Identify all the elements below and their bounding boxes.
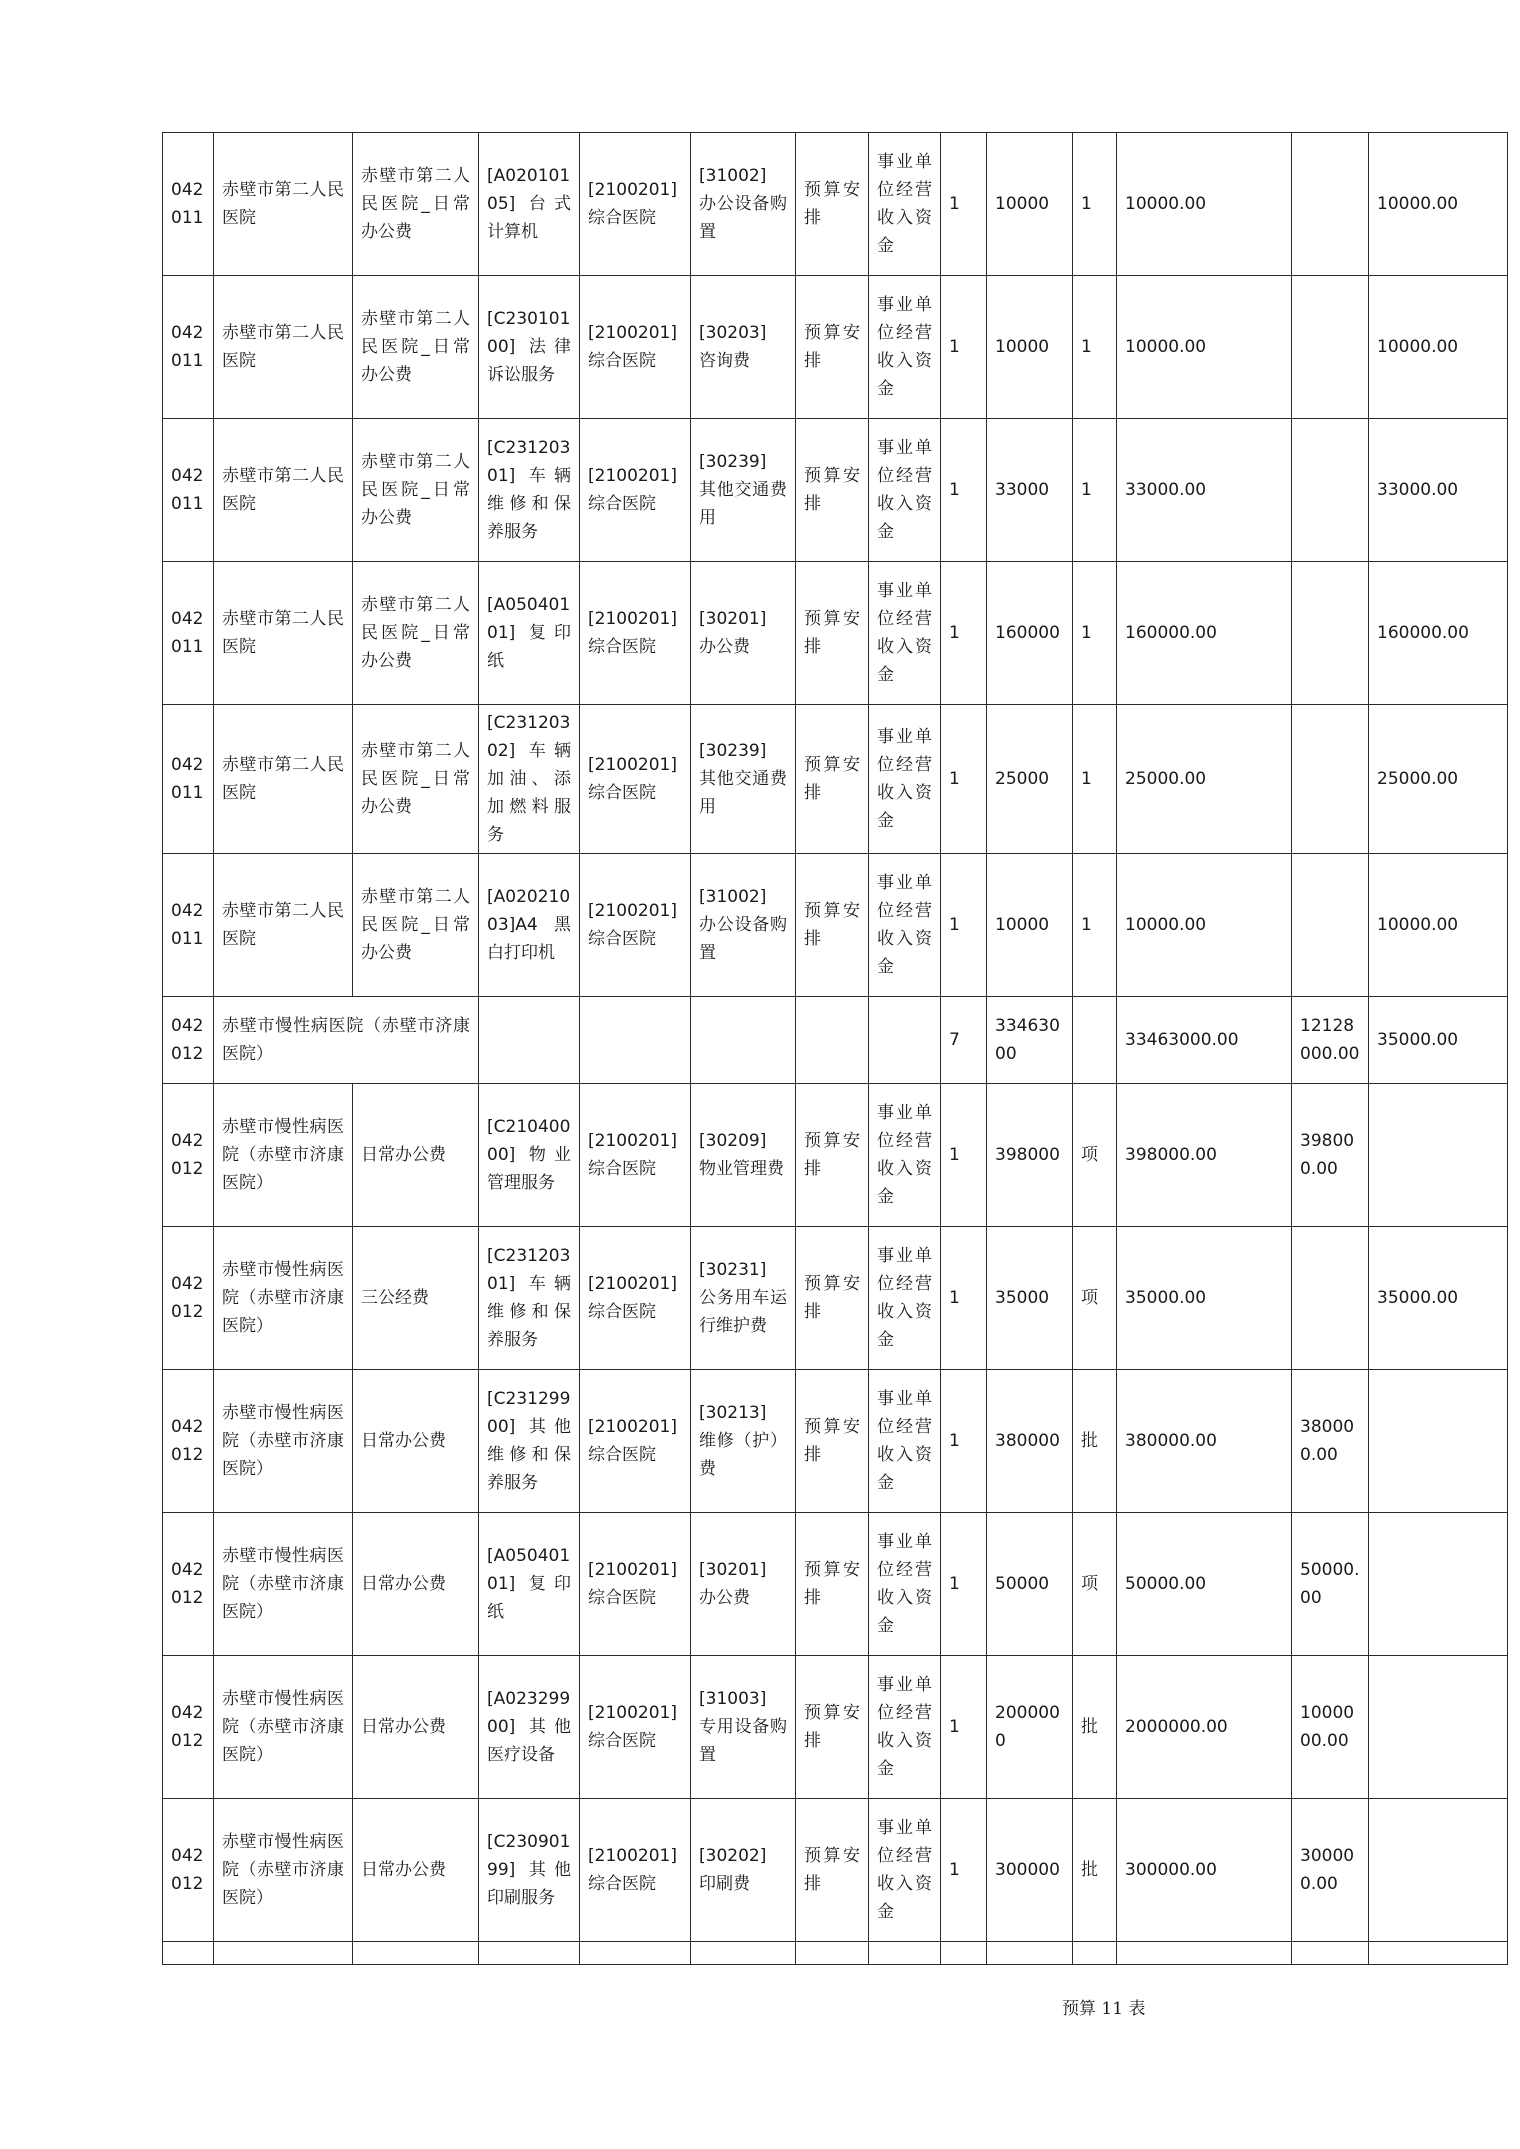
procurement-item-cell: [C23120301] 车辆维修和保养服务 (479, 419, 580, 562)
unit-name-cell: 赤壁市慢性病医院（赤壁市济康医院） (214, 997, 479, 1084)
quantity-cell: 1 (941, 854, 987, 997)
unit-name-cell: 赤壁市慢性病医院（赤壁市济康医院） (214, 1656, 353, 1799)
unit-code-cell: 042011 (163, 276, 214, 419)
amount-cell-1: 380000.00 (1292, 1370, 1369, 1513)
price-cell: 33463000 (987, 997, 1073, 1084)
empty-cell (479, 1942, 580, 1965)
procurement-item-cell: [C23120301] 车辆维修和保养服务 (479, 1227, 580, 1370)
measure-cell: 项 (1073, 1513, 1117, 1656)
amount-cell-1: 398000.00 (1292, 1084, 1369, 1227)
procurement-item-cell: [A05040101] 复印纸 (479, 562, 580, 705)
budget-method-cell: 预算安排 (796, 1370, 869, 1513)
unit-name-cell: 赤壁市慢性病医院（赤壁市济康医院） (214, 1513, 353, 1656)
quantity-cell: 1 (941, 562, 987, 705)
table-row (163, 1227, 1508, 1370)
measure-cell: 项 (1073, 1084, 1117, 1227)
empty-cell (214, 1942, 353, 1965)
budget-method-cell: 预算安排 (796, 1513, 869, 1656)
table-row (163, 276, 1508, 419)
measure-cell: 项 (1073, 1227, 1117, 1370)
economic-class-cell: [30239] 其他交通费用 (691, 705, 796, 854)
procurement-item-cell: [A02329900] 其他医疗设备 (479, 1656, 580, 1799)
price-cell: 33000 (987, 419, 1073, 562)
economic-class-cell: [30231] 公务用车运行维护费 (691, 1227, 796, 1370)
amount-cell-2 (1369, 1656, 1508, 1799)
total-amount-cell: 33000.00 (1117, 419, 1292, 562)
unit-code-cell: 042012 (163, 1656, 214, 1799)
total-amount-cell: 10000.00 (1117, 133, 1292, 276)
unit-name-cell: 赤壁市第二人民医院 (214, 562, 353, 705)
function-class-cell: [2100201] 综合医院 (580, 276, 691, 419)
fund-source-cell: 事业单位经营收入资金 (869, 1084, 941, 1227)
total-amount-cell: 10000.00 (1117, 276, 1292, 419)
empty-cell (987, 1942, 1073, 1965)
amount-cell-1: 300000.00 (1292, 1799, 1369, 1942)
table-row (163, 1513, 1508, 1656)
total-amount-cell: 380000.00 (1117, 1370, 1292, 1513)
economic-class-cell: [30239] 其他交通费用 (691, 419, 796, 562)
price-cell: 35000 (987, 1227, 1073, 1370)
quantity-cell: 1 (941, 1084, 987, 1227)
empty-row (163, 1942, 1508, 1965)
unit-code-cell: 042012 (163, 1799, 214, 1942)
quantity-cell: 1 (941, 1513, 987, 1656)
unit-name-cell: 赤壁市第二人民医院 (214, 276, 353, 419)
amount-cell-2: 25000.00 (1369, 705, 1508, 854)
procurement-item-cell: [A02021003]A4 黑白打印机 (479, 854, 580, 997)
economic-class-cell: [31002] 办公设备购置 (691, 854, 796, 997)
empty-cell (479, 997, 580, 1084)
fund-source-cell: 事业单位经营收入资金 (869, 854, 941, 997)
fund-source-cell: 事业单位经营收入资金 (869, 1513, 941, 1656)
budget-method-cell: 预算安排 (796, 1799, 869, 1942)
table-body (163, 133, 1508, 1965)
unit-name-cell: 赤壁市第二人民医院 (214, 854, 353, 997)
amount-cell-1 (1292, 1227, 1369, 1370)
function-class-cell: [2100201] 综合医院 (580, 1799, 691, 1942)
amount-cell-1 (1292, 854, 1369, 997)
measure-cell: 1 (1073, 705, 1117, 854)
expense-category-cell: 赤壁市第二人民医院_日常办公费 (353, 133, 479, 276)
total-amount-cell: 300000.00 (1117, 1799, 1292, 1942)
amount-cell-1 (1292, 705, 1369, 854)
empty-cell (580, 997, 691, 1084)
measure-cell: 批 (1073, 1370, 1117, 1513)
empty-cell (941, 1942, 987, 1965)
fund-source-cell: 事业单位经营收入资金 (869, 562, 941, 705)
fund-source-cell: 事业单位经营收入资金 (869, 1227, 941, 1370)
measure-cell: 1 (1073, 419, 1117, 562)
table-row (163, 1084, 1508, 1227)
expense-category-cell: 赤壁市第二人民医院_日常办公费 (353, 562, 479, 705)
price-cell: 380000 (987, 1370, 1073, 1513)
function-class-cell: [2100201] 综合医院 (580, 133, 691, 276)
budget-method-cell: 预算安排 (796, 1084, 869, 1227)
function-class-cell: [2100201] 综合医院 (580, 1513, 691, 1656)
budget-method-cell: 预算安排 (796, 1227, 869, 1370)
amount-cell-2: 10000.00 (1369, 854, 1508, 997)
budget-table (162, 132, 1508, 1965)
quantity-cell: 1 (941, 419, 987, 562)
price-cell: 2000000 (987, 1656, 1073, 1799)
price-cell: 50000 (987, 1513, 1073, 1656)
procurement-item-cell: [A02010105] 台式计算机 (479, 133, 580, 276)
fund-source-cell: 事业单位经营收入资金 (869, 1799, 941, 1942)
table-row (163, 562, 1508, 705)
unit-name-cell: 赤壁市慢性病医院（赤壁市济康医院） (214, 1370, 353, 1513)
quantity-cell: 1 (941, 1370, 987, 1513)
quantity-cell: 1 (941, 1656, 987, 1799)
amount-cell-2 (1369, 1513, 1508, 1656)
fund-source-cell: 事业单位经营收入资金 (869, 419, 941, 562)
amount-cell-2 (1369, 1799, 1508, 1942)
procurement-item-cell: [C23090199] 其他印刷服务 (479, 1799, 580, 1942)
function-class-cell: [2100201] 综合医院 (580, 705, 691, 854)
function-class-cell: [2100201] 综合医院 (580, 1370, 691, 1513)
economic-class-cell: [30213] 维修（护）费 (691, 1370, 796, 1513)
total-amount-cell: 10000.00 (1117, 854, 1292, 997)
budget-method-cell: 预算安排 (796, 562, 869, 705)
function-class-cell: [2100201] 综合医院 (580, 1656, 691, 1799)
amount-cell-1 (1292, 276, 1369, 419)
unit-code-cell: 042012 (163, 1227, 214, 1370)
amount-cell-1 (1292, 133, 1369, 276)
economic-class-cell: [30203] 咨询费 (691, 276, 796, 419)
quantity-cell: 1 (941, 1227, 987, 1370)
expense-category-cell: 赤壁市第二人民医院_日常办公费 (353, 276, 479, 419)
total-amount-cell: 33463000.00 (1117, 997, 1292, 1084)
amount-cell-1 (1292, 419, 1369, 562)
expense-category-cell: 日常办公费 (353, 1656, 479, 1799)
measure-cell: 批 (1073, 1799, 1117, 1942)
price-cell: 300000 (987, 1799, 1073, 1942)
price-cell: 160000 (987, 562, 1073, 705)
amount-cell-1 (1292, 562, 1369, 705)
table-row (163, 705, 1508, 854)
table-row (163, 1656, 1508, 1799)
quantity-cell: 1 (941, 1799, 987, 1942)
function-class-cell: [2100201] 综合医院 (580, 1084, 691, 1227)
procurement-item-cell: [C23010100] 法律诉讼服务 (479, 276, 580, 419)
page-footer: 预算 11 表 (1062, 1999, 1146, 2019)
unit-code-cell: 042011 (163, 562, 214, 705)
quantity-cell: 1 (941, 705, 987, 854)
amount-cell-2: 35000.00 (1369, 1227, 1508, 1370)
expense-category-cell: 日常办公费 (353, 1513, 479, 1656)
empty-cell (163, 1942, 214, 1965)
amount-cell-1: 1000000.00 (1292, 1656, 1369, 1799)
function-class-cell: [2100201] 综合医院 (580, 562, 691, 705)
empty-cell (869, 997, 941, 1084)
procurement-item-cell: [C21040000] 物业管理服务 (479, 1084, 580, 1227)
total-amount-cell: 398000.00 (1117, 1084, 1292, 1227)
amount-cell-1: 50000.00 (1292, 1513, 1369, 1656)
amount-cell-2 (1369, 1084, 1508, 1227)
price-cell: 10000 (987, 276, 1073, 419)
expense-category-cell: 日常办公费 (353, 1370, 479, 1513)
measure-cell: 1 (1073, 562, 1117, 705)
unit-code-cell: 042011 (163, 854, 214, 997)
empty-cell (691, 1942, 796, 1965)
unit-name-cell: 赤壁市慢性病医院（赤壁市济康医院） (214, 1227, 353, 1370)
fund-source-cell: 事业单位经营收入资金 (869, 705, 941, 854)
total-amount-cell: 2000000.00 (1117, 1656, 1292, 1799)
table-row (163, 1370, 1508, 1513)
total-amount-cell: 50000.00 (1117, 1513, 1292, 1656)
table-row (163, 997, 1508, 1084)
empty-cell (353, 1942, 479, 1965)
measure-cell: 1 (1073, 276, 1117, 419)
fund-source-cell: 事业单位经营收入资金 (869, 133, 941, 276)
measure-cell: 1 (1073, 133, 1117, 276)
price-cell: 10000 (987, 133, 1073, 276)
quantity-cell: 7 (941, 997, 987, 1084)
economic-class-cell: [30202] 印刷费 (691, 1799, 796, 1942)
total-amount-cell: 35000.00 (1117, 1227, 1292, 1370)
expense-category-cell: 赤壁市第二人民医院_日常办公费 (353, 705, 479, 854)
amount-cell-2: 160000.00 (1369, 562, 1508, 705)
budget-method-cell: 预算安排 (796, 419, 869, 562)
price-cell: 25000 (987, 705, 1073, 854)
empty-cell (1292, 1942, 1369, 1965)
economic-class-cell: [30209] 物业管理费 (691, 1084, 796, 1227)
quantity-cell: 1 (941, 133, 987, 276)
economic-class-cell: [31002] 办公设备购置 (691, 133, 796, 276)
expense-category-cell: 日常办公费 (353, 1084, 479, 1227)
empty-cell (580, 1942, 691, 1965)
unit-code-cell: 042012 (163, 1084, 214, 1227)
amount-cell-2: 35000.00 (1369, 997, 1508, 1084)
unit-name-cell: 赤壁市第二人民医院 (214, 705, 353, 854)
economic-class-cell: [30201] 办公费 (691, 562, 796, 705)
function-class-cell: [2100201] 综合医院 (580, 1227, 691, 1370)
amount-cell-2: 10000.00 (1369, 133, 1508, 276)
total-amount-cell: 160000.00 (1117, 562, 1292, 705)
unit-name-cell: 赤壁市第二人民医院 (214, 419, 353, 562)
budget-method-cell: 预算安排 (796, 1656, 869, 1799)
empty-cell (796, 1942, 869, 1965)
table-row (163, 133, 1508, 276)
quantity-cell: 1 (941, 276, 987, 419)
budget-method-cell: 预算安排 (796, 276, 869, 419)
empty-cell (1369, 1942, 1508, 1965)
unit-code-cell: 042012 (163, 997, 214, 1084)
amount-cell-2 (1369, 1370, 1508, 1513)
unit-code-cell: 042011 (163, 705, 214, 854)
expense-category-cell: 三公经费 (353, 1227, 479, 1370)
unit-code-cell: 042011 (163, 133, 214, 276)
measure-cell: 1 (1073, 854, 1117, 997)
empty-cell (691, 997, 796, 1084)
empty-cell (869, 1942, 941, 1965)
function-class-cell: [2100201] 综合医院 (580, 419, 691, 562)
function-class-cell: [2100201] 综合医院 (580, 854, 691, 997)
unit-name-cell: 赤壁市慢性病医院（赤壁市济康医院） (214, 1084, 353, 1227)
expense-category-cell: 赤壁市第二人民医院_日常办公费 (353, 854, 479, 997)
expense-category-cell: 赤壁市第二人民医院_日常办公费 (353, 419, 479, 562)
economic-class-cell: [30201] 办公费 (691, 1513, 796, 1656)
unit-code-cell: 042011 (163, 419, 214, 562)
economic-class-cell: [31003] 专用设备购置 (691, 1656, 796, 1799)
table-row (163, 854, 1508, 997)
amount-cell-1: 12128000.00 (1292, 997, 1369, 1084)
fund-source-cell: 事业单位经营收入资金 (869, 1370, 941, 1513)
table-row (163, 1799, 1508, 1942)
unit-code-cell: 042012 (163, 1370, 214, 1513)
price-cell: 398000 (987, 1084, 1073, 1227)
unit-name-cell: 赤壁市第二人民医院 (214, 133, 353, 276)
measure-cell (1073, 997, 1117, 1084)
procurement-item-cell: [C23129900] 其他维修和保养服务 (479, 1370, 580, 1513)
budget-method-cell: 预算安排 (796, 133, 869, 276)
procurement-item-cell: [A05040101] 复印纸 (479, 1513, 580, 1656)
empty-cell (1117, 1942, 1292, 1965)
expense-category-cell: 日常办公费 (353, 1799, 479, 1942)
table-row (163, 419, 1508, 562)
budget-method-cell: 预算安排 (796, 705, 869, 854)
procurement-item-cell: [C23120302] 车辆加油、添加燃料服务 (479, 705, 580, 854)
amount-cell-2: 33000.00 (1369, 419, 1508, 562)
unit-code-cell: 042012 (163, 1513, 214, 1656)
price-cell: 10000 (987, 854, 1073, 997)
total-amount-cell: 25000.00 (1117, 705, 1292, 854)
empty-cell (796, 997, 869, 1084)
amount-cell-2: 10000.00 (1369, 276, 1508, 419)
unit-name-cell: 赤壁市慢性病医院（赤壁市济康医院） (214, 1799, 353, 1942)
empty-cell (1073, 1942, 1117, 1965)
measure-cell: 批 (1073, 1656, 1117, 1799)
fund-source-cell: 事业单位经营收入资金 (869, 1656, 941, 1799)
budget-method-cell: 预算安排 (796, 854, 869, 997)
fund-source-cell: 事业单位经营收入资金 (869, 276, 941, 419)
